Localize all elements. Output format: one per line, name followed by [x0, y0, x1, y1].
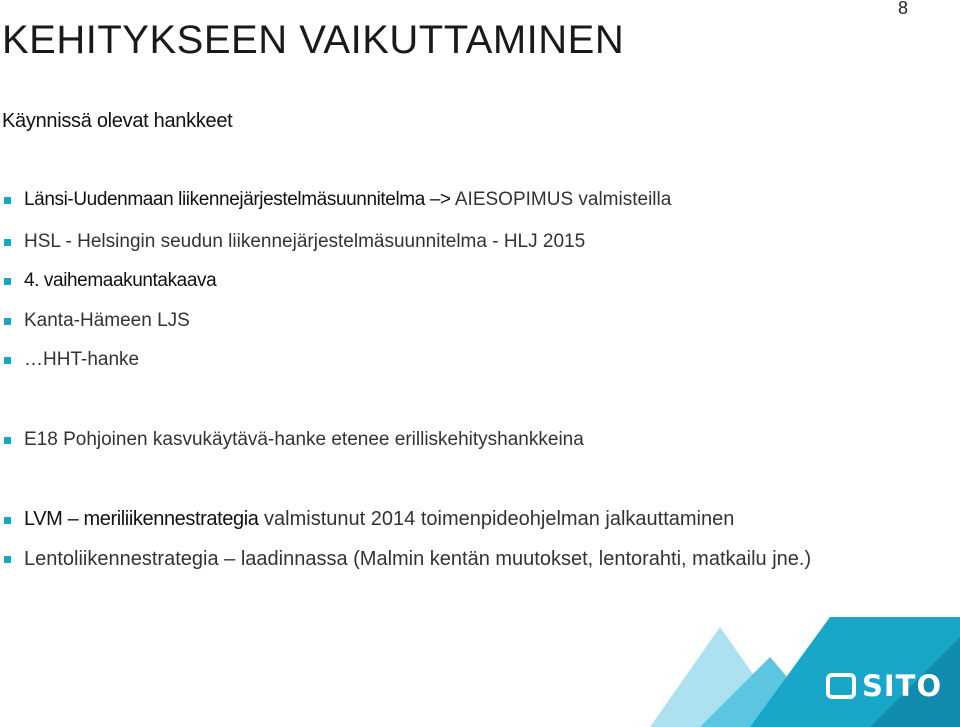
bullet-rest: E18 Pohjoinen kasvukäytävä-hanke etenee erilliskehityshankkeina — [24, 429, 584, 450]
bullet-rest: Lentoliikennestrategia – laadinnassa (Malmin kentän muutokset, lentorahti, matkailu jne.) — [24, 548, 812, 570]
bullet-square-icon — [4, 318, 11, 325]
bullet-rest: …HHT-hanke — [24, 349, 140, 370]
section-heading: Käynnissä olevat hankkeet — [2, 110, 233, 132]
logo-text: SITO — [862, 669, 943, 703]
bullet-rest: HSL - Helsingin seudun liikennejärjestelmäsuunnitelma - HLJ 2015 — [24, 231, 586, 252]
bullet-square-icon — [4, 239, 11, 246]
bullet-text — [24, 545, 904, 573]
bullet-square-icon — [4, 197, 11, 204]
bullet-text — [24, 349, 139, 371]
sito-s-icon — [826, 673, 856, 699]
bullet-rest: Kanta-Hämeen LJS — [24, 310, 190, 331]
bullet-rest: AIESOPIMUS valmisteilla — [450, 189, 672, 210]
page-number: 8 — [897, 0, 908, 18]
bullet-square-icon — [4, 556, 11, 563]
bullet-lead: 4. vaihemaakuntakaava — [24, 270, 217, 291]
bullet-square-icon — [4, 517, 11, 524]
bullet-square-icon — [4, 357, 11, 364]
bullet-text — [24, 310, 190, 332]
bullet-text — [24, 508, 734, 531]
bullet-square-icon — [4, 278, 11, 285]
slide-title: KEHITYKSEEN VAIKUTTAMINEN — [2, 18, 625, 62]
bullet-text — [24, 270, 216, 292]
bullet-text — [24, 231, 585, 253]
bullet-square-icon — [4, 437, 11, 444]
sito-wordmark — [826, 669, 942, 703]
bullet-lead: Länsi-Uudenmaan liikennejärjestelmäsuunnitelma –> — [24, 189, 451, 210]
bullet-lead: LVM – meriliikennestrategia — [24, 508, 259, 530]
bullet-text — [24, 429, 584, 451]
bullet-text — [24, 189, 671, 211]
bullet-rest: valmistunut 2014 toimenpideohjelman jalkauttaminen — [258, 508, 735, 530]
